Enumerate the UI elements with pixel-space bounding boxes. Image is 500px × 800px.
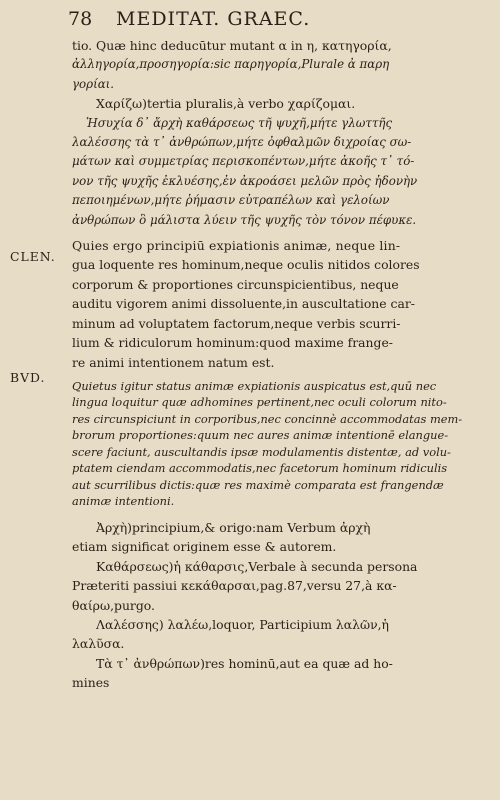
latin-line: corporum & proportiones circunspicientibus, neque <box>72 276 399 292</box>
note-line: λαλῦσα. <box>72 636 125 652</box>
italic-line: animæ intentioni. <box>72 494 175 509</box>
italic-line: Quietus igitur status animæ expiationis auspicatus est,quū nec <box>72 378 437 393</box>
note-line: Τὰ τ᾽ ἀνθρώπων)res hominū,aut ea quæ ad ho- <box>96 655 393 671</box>
italic-line: res circunspiciunt in corporibus,nec concinnè accommodatas mem- <box>72 411 463 426</box>
page-header <box>68 6 488 32</box>
latin-line: lium & ridiculorum hominum:quod maxime frange- <box>72 335 393 351</box>
greek-line: μάτων καὶ συμμετρίας περισκοπέντων,μήτε ἀκοῆς τ᾽ τό- <box>72 154 415 169</box>
latin-line: gua loquente res hominum,neque oculis nitidos colores <box>72 257 420 273</box>
italic-line: ptatem ciendam accommodatis,nec facetorum hominum ridiculis <box>72 461 448 476</box>
italic-line: aut scurrilibus dictis:quæ res maximè comparata est frangendæ <box>72 477 444 492</box>
running-title: MEDITAT. GRAEC. <box>116 8 311 30</box>
page-number: 78 <box>68 8 93 30</box>
note-line: Præteriti passiui κεκάθαρσαι,pag.87,versu 27,à κα- <box>72 578 397 594</box>
note-line: etiam significat originem esse & autorem. <box>72 539 337 555</box>
note-line: Καθάρσεως)ἡ κάθαρσις,Verbale à secunda persona <box>96 558 418 574</box>
note-line: Ἀρχὴ)principium,& origo:nam Verbum ἀρχὴ <box>96 519 371 535</box>
text-line: Χαρίζω)tertia pluralis,à verbo χαρίζομαι. <box>96 96 356 112</box>
text-line: γορίαι. <box>72 76 115 91</box>
text-line: ἀλληγορία,προσηγορία:sic παρηγορία,Plurale ἀ παρη <box>72 57 390 72</box>
greek-line: λαλέσσης τὰ τ᾽ ἀνθρώπων,μήτε ὀφθαλμῶν διχροίας σω- <box>72 135 412 150</box>
speaker-label-clen: CLEN. <box>10 249 56 264</box>
greek-line: νον τῆς ψυχῆς ἐκλυέσης,ἐν ἀκροάσει μελῶν πρὸς ἡδονὴν <box>72 173 418 188</box>
note-line: Λαλέσσης) λαλέω,loquor, Participium λαλῶν,ἡ <box>96 616 389 632</box>
latin-line: auditu vigorem animi dissoluente,in auscultatione car- <box>72 296 415 312</box>
speaker-label-bud: BVD. <box>10 370 46 385</box>
body-text <box>72 36 477 693</box>
greek-line: ἀνθρώπων ὃ μάλιστα λύειν τῆς ψυχῆς τὸν τόνον πέφυκε. <box>72 212 417 227</box>
latin-line: minum ad voluptatem factorum,neque verbis scurri- <box>72 315 401 331</box>
italic-line: scere faciunt, auscultandis ipsæ modulamentis distentæ, ad volu- <box>72 444 451 459</box>
text-line: tio. Quæ hinc deducūtur mutant α in η, κατηγορία, <box>72 38 392 53</box>
note-line: θαίρω,purgo. <box>72 597 155 613</box>
italic-line: brorum proportiones:quum nec aures animæ intentionē elangue- <box>72 428 449 443</box>
latin-line: Quies ergo principiū expiationis animæ, neque lin- <box>72 238 401 254</box>
italic-line: lingua loquitur quæ adhomines pertinent,nec oculi colorum nito- <box>72 395 447 410</box>
greek-line: Ἡσυχία δ᾽ ἄρχὴ καθάρσεως τῆ ψυχῆ,μήτε γλωττῆς <box>86 115 393 130</box>
latin-line: re animi intentionem natum est. <box>72 354 275 370</box>
note-line: mines <box>72 675 110 691</box>
greek-line: πεποιημένων,μήτε ῥήμασιν εὐτραπέλων καὶ γελοίων <box>72 193 390 208</box>
